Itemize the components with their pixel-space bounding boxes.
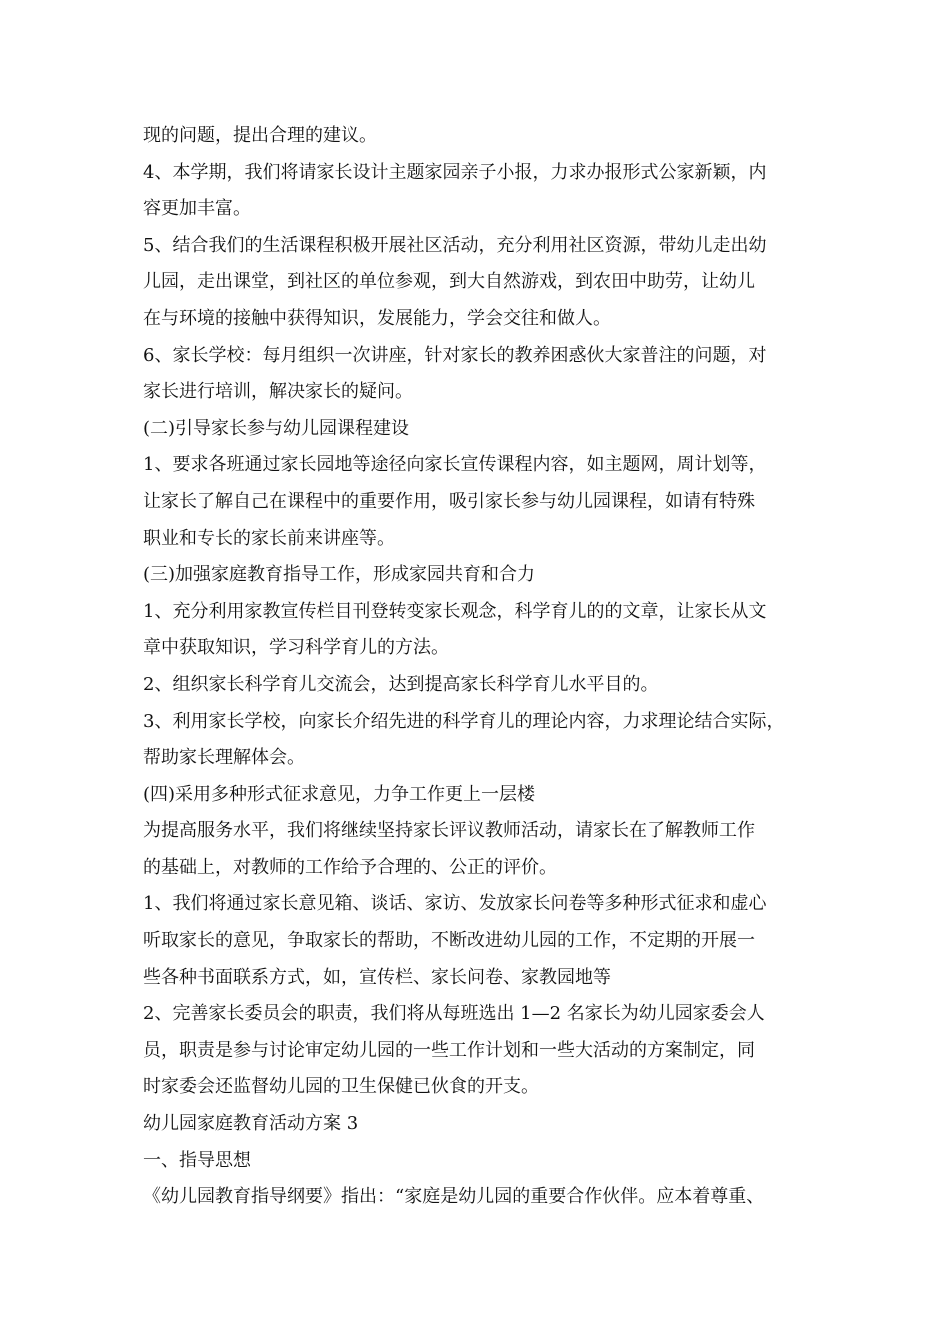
- text-line: 3、利用家长学校，向家长介绍先进的科学育儿的理论内容，力求理论结合实际，: [143, 710, 785, 732]
- text-line: 现的问题，提出合理的建议。: [143, 125, 377, 146]
- text-line: 时家委会还监督幼儿园的卫生保健已伙食的开支。: [143, 1076, 539, 1098]
- section-heading: (三)加强家庭教育指导工作，形成家园共育和合力: [143, 564, 536, 586]
- section-heading: (二)引导家长参与幼儿园课程建设: [143, 417, 410, 439]
- text-line: 的基础上，对教师的工作给予合理的、公正的评价。: [143, 856, 557, 878]
- text-line: 1、要求各班通过家长园地等途径向家长宣传课程内容，如主题网，周计划等，: [143, 454, 767, 476]
- text-line: 4、本学期，我们将请家长设计主题家园亲子小报，力求办报形式公家新颖，内: [143, 161, 767, 183]
- text-line: 帮助家长理解体会。: [143, 747, 305, 769]
- text-line: 6、家长学校：每月组织一次讲座，针对家长的教养困惑伙大家普注的问题，对: [143, 344, 767, 366]
- text-line: 在与环境的接触中获得知识，发展能力，学会交往和做人。: [143, 307, 611, 329]
- section-heading: (四)采用多种形式征求意见，力争工作更上一层楼: [143, 783, 536, 805]
- text-line: 1、充分利用家教宣传栏目刊登转变家长观念，科学育儿的的文章，让家长从文: [143, 600, 767, 622]
- text-line: 章中获取知识，学习科学育儿的方法。: [143, 637, 449, 659]
- text-line: 《幼儿园教育指导纲要》指出：“家庭是幼儿园的重要合作伙伴。应本着尊重、: [143, 1186, 765, 1208]
- section-heading: 一、指导思想: [143, 1149, 251, 1171]
- document-title: 幼儿园家庭教育活动方案 3: [143, 1113, 359, 1135]
- text-line: 职业和专长的家长前来讲座等。: [143, 527, 395, 549]
- text-line: 员，职责是参与讨论审定幼儿园的一些工作计划和一些大活动的方案制定，同: [143, 1039, 755, 1061]
- text-line: 听取家长的意见，争取家长的帮助，不断改进幼儿园的工作，不定期的开展一: [143, 930, 755, 952]
- text-line: 5、结合我们的生活课程积极开展社区活动，充分利用社区资源，带幼儿走出幼: [143, 234, 767, 256]
- text-line: 容更加丰富。: [143, 198, 251, 220]
- text-line: 2、完善家长委员会的职责，我们将从每班选出 1—2 名家长为幼儿园家委会人: [143, 1003, 765, 1025]
- text-line: 1、我们将通过家长意见箱、谈话、家访、发放家长问卷等多种形式征求和虚心: [143, 893, 767, 915]
- text-line: 儿园，走出课堂，到社区的单位参观，到大自然游戏，到农田中助劳，让幼儿: [143, 271, 755, 293]
- text-line: 为提高服务水平，我们将继续坚持家长评议教师活动，请家长在了解教师工作: [143, 820, 755, 842]
- text-line: 家长进行培训，解决家长的疑问。: [143, 381, 413, 403]
- text-line: 让家长了解自己在课程中的重要作用，吸引家长参与幼儿园课程，如请有特殊: [143, 490, 755, 512]
- document-body: [143, 118, 833, 1216]
- text-line: 2、组织家长科学育儿交流会，达到提高家长科学育儿水平目的。: [143, 673, 659, 695]
- text-line: 些各种书面联系方式，如，宣传栏、家长问卷、家教园地等: [143, 966, 611, 988]
